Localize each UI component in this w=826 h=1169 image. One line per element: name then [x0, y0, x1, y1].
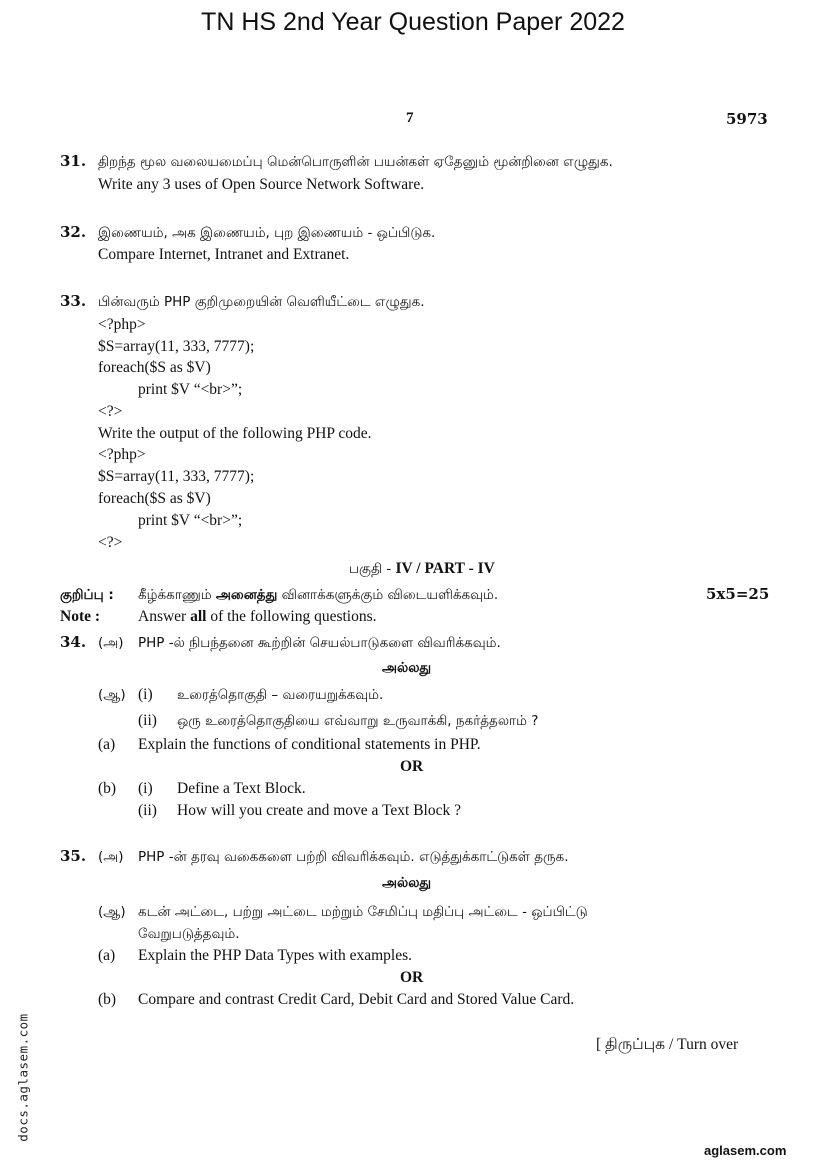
question-number-31: 31.: [60, 152, 87, 170]
note-tamil-bold: அனைத்து: [215, 587, 278, 603]
note-text: Answer: [138, 608, 191, 625]
option-label: (b): [98, 780, 117, 797]
question-35-a-english: Explain the PHP Data Types with examples.: [138, 947, 412, 964]
note-english: [138, 606, 377, 627]
question-34-b-ii-tamil: ஒரு உரைத்தொகுதியை எவ்வாறு உருவாக்கி, நகர்த்தலாம் ?: [177, 713, 539, 729]
code-line: <?php>: [98, 316, 146, 333]
question-34-a-tamil: PHP -ல் நிபந்தனை கூற்றின் செயல்பாடுகளை விவரிக்கவும்.: [138, 635, 501, 651]
question-33-tamil: பின்வரும் PHP குறிமுறையின் வெளியீட்டை எழுதுக.: [98, 294, 425, 310]
sub-label: (ii): [138, 712, 157, 729]
code-line: foreach($S as $V): [98, 490, 211, 507]
code-line: <?php>: [98, 446, 146, 463]
option-label: (b): [98, 991, 117, 1008]
code-line: $S=array(11, 333, 7777);: [98, 468, 255, 485]
question-32-english: Compare Internet, Intranet and Extranet.: [98, 246, 350, 263]
question-number-32: 32.: [60, 223, 87, 241]
watermark: docs.aglasem.com: [15, 1013, 31, 1142]
note-tamil: [138, 585, 498, 606]
part-heading-tamil: பகுதி -: [349, 561, 396, 577]
part-heading: [349, 558, 495, 580]
note-bold: all: [190, 608, 207, 625]
question-34-b-i-tamil: உரைத்தொகுதி – வரையறுக்கவும்.: [177, 687, 384, 703]
option-label: (அ): [98, 849, 124, 865]
question-35-b-tamil-cont: வேறுபடுத்தவும்.: [138, 926, 240, 942]
paper-code: 5973: [726, 110, 768, 128]
code-line: foreach($S as $V): [98, 359, 211, 376]
document-title: TN HS 2nd Year Question Paper 2022: [201, 8, 625, 36]
question-31-tamil: திறந்த மூல வலையமைப்பு மென்பொருளின் பயன்கள் ஏதேனும் மூன்றினை எழுதுக.: [98, 154, 613, 170]
or-english: OR: [400, 758, 424, 775]
option-label: (a): [98, 736, 116, 753]
question-34-a-english: Explain the functions of conditional statements in PHP.: [138, 736, 481, 753]
question-33-english: Write the output of the following PHP code.: [98, 425, 372, 442]
note-label-tamil: குறிப்பு :: [60, 587, 114, 603]
option-label: (அ): [98, 635, 124, 651]
or-english: OR: [400, 969, 424, 986]
code-line: $S=array(11, 333, 7777);: [98, 338, 255, 355]
option-label: (ஆ): [98, 687, 126, 703]
note-tamil-text: கீழ்க்காணும்: [138, 587, 216, 603]
question-number-35: 35.: [60, 847, 87, 865]
question-35-a-tamil: PHP -ன் தரவு வகைகளை பற்றி விவரிக்கவும். எடுத்துக்காட்டுகள் தருக.: [138, 849, 569, 865]
code-line: print $V “<br>”;: [138, 512, 243, 529]
code-line: <?>: [98, 403, 123, 420]
question-34-b-ii-english: How will you create and move a Text Block ?: [177, 802, 462, 819]
option-label: (ஆ): [98, 904, 126, 920]
question-number-34: 34.: [60, 633, 87, 651]
code-line: <?>: [98, 534, 123, 551]
page-number: 7: [406, 110, 414, 126]
part-heading-english: IV / PART - IV: [395, 560, 495, 577]
turn-over: [ திருப்புக / Turn over: [596, 1036, 739, 1053]
sub-label: (i): [138, 780, 153, 797]
or-tamil: அல்லது: [382, 660, 432, 676]
marks-allocation: 5x5=25: [706, 585, 770, 603]
question-31-english: Write any 3 uses of Open Source Network Software.: [98, 176, 425, 193]
or-tamil: அல்லது: [382, 875, 432, 891]
sub-label: (i): [138, 686, 153, 703]
question-35-b-english: Compare and contrast Credit Card, Debit Card and Stored Value Card.: [138, 991, 575, 1008]
question-32-tamil: இணையம், அக இணையம், புற இணையம் - ஒப்பிடுக.: [98, 225, 436, 241]
note-label: Note :: [60, 608, 101, 625]
question-35-b-tamil: கடன் அட்டை, பற்று அட்டை மற்றும் சேமிப்பு மதிப்பு அட்டை - ஒப்பிட்டு: [138, 904, 588, 920]
note-text-end: of the following questions.: [206, 608, 377, 625]
note-tamil-text-end: வினாக்களுக்கும் விடையளிக்கவும்.: [277, 587, 499, 603]
option-label: (a): [98, 947, 116, 964]
sub-label: (ii): [138, 802, 157, 819]
question-34-b-i-english: Define a Text Block.: [177, 780, 306, 797]
footer-brand: aglasem.com: [704, 1143, 787, 1158]
question-number-33: 33.: [60, 292, 87, 310]
code-line: print $V “<br>”;: [138, 381, 243, 398]
